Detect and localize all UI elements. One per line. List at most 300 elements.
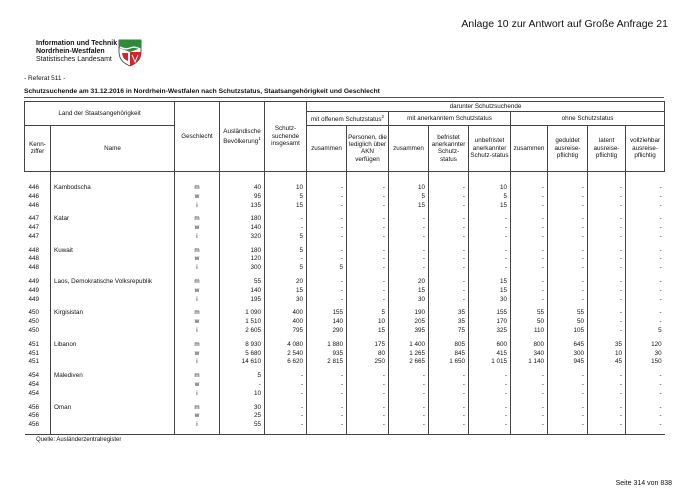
value-cell: -: [265, 255, 307, 264]
value-cell: -: [626, 296, 665, 305]
col-personen-akn: Personen, die lediglich über AKN verfügen: [347, 125, 389, 171]
value-cell: -: [389, 372, 429, 381]
value-cell: -: [265, 404, 307, 413]
value-cell: -: [511, 202, 548, 211]
country-name-cell: Katar: [51, 215, 175, 224]
value-cell: -: [588, 372, 626, 381]
value-cell: 400: [265, 318, 307, 327]
end-cell: [25, 430, 51, 435]
value-cell: 30: [626, 350, 665, 359]
value-cell: 5 680: [220, 350, 265, 359]
value-cell: 10: [389, 184, 429, 193]
country-name-cell: [51, 412, 175, 421]
kennziffer-cell: 451: [28, 340, 40, 348]
value-cell: -: [220, 381, 265, 390]
value-cell: 120: [626, 341, 665, 350]
value-cell: -: [511, 224, 548, 233]
value-cell: -: [347, 233, 389, 242]
country-name-cell: [51, 193, 175, 202]
page-number: Seite 314 von 838: [615, 480, 672, 487]
end-cell: [307, 430, 347, 435]
value-cell: 135: [220, 202, 265, 211]
spacer-cell: [265, 171, 307, 184]
value-cell: 300: [548, 350, 588, 359]
spacer-cell: [429, 171, 469, 184]
value-cell: -: [307, 390, 347, 399]
value-cell: -: [626, 318, 665, 327]
value-cell: 15: [347, 327, 389, 336]
value-cell: -: [307, 184, 347, 193]
value-cell: 175: [347, 341, 389, 350]
value-cell: -: [265, 224, 307, 233]
country-name-cell: [51, 421, 175, 430]
col-geduldet: geduldet ausreise-pflichtig: [548, 125, 588, 171]
value-cell: -: [429, 255, 469, 264]
country-name-cell: [51, 264, 175, 273]
value-cell: 35: [429, 318, 469, 327]
value-cell: 800: [511, 341, 548, 350]
value-cell: 300: [220, 264, 265, 273]
spacer-cell: [548, 171, 588, 184]
value-cell: -: [429, 233, 469, 242]
kennziffer-cell: 447: [28, 224, 40, 232]
value-cell: -: [588, 202, 626, 211]
value-cell: -: [511, 296, 548, 305]
sex-cell: m: [175, 278, 220, 287]
kennziffer-cell: 446: [28, 192, 40, 200]
value-cell: 340: [511, 350, 548, 359]
col-anerkannt-zusammen: zusammen: [389, 125, 429, 171]
value-cell: -: [389, 404, 429, 413]
value-cell: 190: [389, 309, 429, 318]
end-cell: [347, 430, 389, 435]
value-cell: 20: [265, 278, 307, 287]
value-cell: -: [511, 233, 548, 242]
value-cell: -: [588, 327, 626, 336]
value-cell: -: [389, 215, 429, 224]
kennziffer-cell: 454: [28, 389, 40, 397]
value-cell: 6 620: [265, 358, 307, 367]
value-cell: -: [429, 390, 469, 399]
value-cell: -: [626, 309, 665, 318]
col-name: Name: [51, 125, 175, 171]
value-cell: -: [347, 421, 389, 430]
value-cell: 25: [220, 412, 265, 421]
value-cell: -: [347, 264, 389, 273]
value-cell: -: [265, 421, 307, 430]
value-cell: -: [511, 278, 548, 287]
value-cell: -: [588, 404, 626, 413]
data-table: [24, 101, 665, 435]
value-cell: 2 605: [220, 327, 265, 336]
spacer-cell: [469, 171, 511, 184]
sex-cell: i: [175, 358, 220, 367]
value-cell: -: [588, 247, 626, 256]
col-darunter: darunter Schutzsuchende: [307, 102, 665, 112]
value-cell: -: [307, 215, 347, 224]
value-cell: -: [469, 255, 511, 264]
sex-cell: m: [175, 215, 220, 224]
title-rule: [24, 97, 664, 98]
value-cell: -: [626, 255, 665, 264]
spacer-cell: [220, 171, 265, 184]
value-cell: -: [511, 184, 548, 193]
kennziffer-cell: 450: [28, 309, 40, 317]
value-cell: -: [389, 255, 429, 264]
table-row: [25, 404, 665, 413]
value-cell: -: [626, 372, 665, 381]
value-cell: -: [429, 278, 469, 287]
value-cell: 30: [469, 296, 511, 305]
value-cell: -: [307, 255, 347, 264]
value-cell: 1 650: [429, 358, 469, 367]
table-row: [25, 215, 665, 224]
nrw-crest-logo: [117, 38, 143, 67]
country-name-cell: Kirgisistan: [51, 309, 175, 318]
value-cell: 400: [265, 309, 307, 318]
value-cell: -: [389, 233, 429, 242]
org-line-3: Statistisches Landesamt: [36, 56, 112, 64]
kennziffer-cell: 449: [28, 286, 40, 294]
value-cell: -: [548, 372, 588, 381]
value-cell: -: [389, 224, 429, 233]
sex-cell: i: [175, 296, 220, 305]
col-vollziehbar: vollziehbar ausreise-pflichtig: [626, 125, 665, 171]
value-cell: 5: [307, 264, 347, 273]
value-cell: -: [548, 247, 588, 256]
value-cell: -: [588, 296, 626, 305]
value-cell: -: [429, 224, 469, 233]
value-cell: -: [389, 381, 429, 390]
table-row: [25, 247, 665, 256]
sex-cell: w: [175, 255, 220, 264]
kennziffer-cell: 450: [28, 327, 40, 335]
value-cell: -: [511, 372, 548, 381]
value-cell: 5: [265, 247, 307, 256]
value-cell: 95: [220, 193, 265, 202]
value-cell: 55: [220, 278, 265, 287]
value-cell: 5: [265, 264, 307, 273]
table-title: Schutzsuchende am 31.12.2016 in Nordrhein-Westfalen nach Schutzstatus, Staatsangehörigkeit und Geschlecht: [24, 88, 380, 95]
col-befristet: befristet anerkannter Schutz-status: [429, 125, 469, 171]
value-cell: -: [469, 264, 511, 273]
value-cell: 5: [469, 193, 511, 202]
value-cell: 5: [265, 193, 307, 202]
kennziffer-cell: 449: [28, 295, 40, 303]
value-cell: -: [548, 224, 588, 233]
value-cell: -: [389, 390, 429, 399]
value-cell: 805: [429, 341, 469, 350]
sex-cell: m: [175, 184, 220, 193]
kennziffer-cell: 447: [28, 232, 40, 240]
value-cell: -: [548, 390, 588, 399]
value-cell: -: [307, 372, 347, 381]
spacer-cell: [511, 171, 548, 184]
value-cell: -: [626, 412, 665, 421]
table-row: [25, 350, 665, 359]
sex-cell: w: [175, 287, 220, 296]
kennziffer-cell: 456: [28, 421, 40, 429]
value-cell: -: [347, 412, 389, 421]
value-cell: -: [429, 193, 469, 202]
country-name-cell: [51, 318, 175, 327]
value-cell: 170: [469, 318, 511, 327]
value-cell: 75: [429, 327, 469, 336]
kennziffer-cell: 446: [28, 201, 40, 209]
value-cell: -: [265, 390, 307, 399]
value-cell: -: [429, 202, 469, 211]
value-cell: -: [626, 193, 665, 202]
col-offen: mit offenem Schutzstatus$^2$: [307, 112, 389, 126]
spacer-cell: [626, 171, 665, 184]
sex-cell: w: [175, 381, 220, 390]
value-cell: -: [265, 412, 307, 421]
value-cell: 140: [220, 287, 265, 296]
kennziffer-cell: 448: [28, 255, 40, 263]
col-ohne-zusammen: zusammen: [511, 125, 548, 171]
sex-cell: m: [175, 247, 220, 256]
table-row: [25, 381, 665, 390]
value-cell: -: [347, 202, 389, 211]
value-cell: -: [307, 202, 347, 211]
value-cell: -: [548, 381, 588, 390]
col-auslaendische: Ausländische Bevölkerung$^1$: [220, 102, 265, 172]
value-cell: -: [548, 233, 588, 242]
value-cell: -: [626, 202, 665, 211]
value-cell: 80: [347, 350, 389, 359]
kennziffer-cell: 450: [28, 318, 40, 326]
value-cell: 180: [220, 247, 265, 256]
value-cell: 1 140: [511, 358, 548, 367]
table-row: [25, 184, 665, 193]
value-cell: -: [548, 193, 588, 202]
value-cell: 2 665: [389, 358, 429, 367]
end-cell: [265, 430, 307, 435]
sex-cell: w: [175, 224, 220, 233]
col-offen-zusammen: zusammen: [307, 125, 347, 171]
sex-cell: i: [175, 421, 220, 430]
value-cell: 1 880: [307, 341, 347, 350]
country-name-cell: Oman: [51, 404, 175, 413]
value-cell: 155: [469, 309, 511, 318]
table-row: [25, 287, 665, 296]
org-name: [36, 40, 117, 65]
value-cell: -: [511, 193, 548, 202]
value-cell: -: [469, 247, 511, 256]
sex-cell: i: [175, 264, 220, 273]
sex-cell: i: [175, 233, 220, 242]
value-cell: 325: [469, 327, 511, 336]
value-cell: -: [347, 215, 389, 224]
value-cell: -: [588, 278, 626, 287]
table-row: [25, 358, 665, 367]
value-cell: -: [588, 184, 626, 193]
value-cell: -: [429, 296, 469, 305]
sex-cell: i: [175, 327, 220, 336]
value-cell: -: [347, 184, 389, 193]
value-cell: -: [626, 184, 665, 193]
col-land: Land der Staatsangehörigkeit: [25, 102, 175, 126]
col-geschlecht: Geschlecht: [175, 102, 220, 172]
value-cell: -: [469, 372, 511, 381]
value-cell: -: [548, 264, 588, 273]
value-cell: -: [347, 381, 389, 390]
value-cell: -: [429, 264, 469, 273]
value-cell: 15: [389, 287, 429, 296]
end-cell: [548, 430, 588, 435]
table-row: [25, 341, 665, 350]
col-unbefristet: unbefristet anerkannter Schutz-status: [469, 125, 511, 171]
value-cell: -: [307, 233, 347, 242]
value-cell: -: [307, 278, 347, 287]
value-cell: -: [347, 390, 389, 399]
end-cell: [175, 430, 220, 435]
value-cell: -: [588, 224, 626, 233]
country-name-cell: Malediven: [51, 372, 175, 381]
value-cell: 15: [265, 287, 307, 296]
value-cell: 14 610: [220, 358, 265, 367]
value-cell: 55: [511, 309, 548, 318]
value-cell: -: [389, 264, 429, 273]
value-cell: -: [469, 215, 511, 224]
table-row: [25, 224, 665, 233]
end-cell: [389, 430, 429, 435]
value-cell: -: [511, 421, 548, 430]
value-cell: -: [429, 381, 469, 390]
table-row: [25, 309, 665, 318]
value-cell: -: [307, 224, 347, 233]
referat-label: - Referat 511 -: [24, 75, 66, 82]
value-cell: 4 080: [265, 341, 307, 350]
value-cell: -: [429, 247, 469, 256]
value-cell: -: [429, 412, 469, 421]
country-name-cell: [51, 233, 175, 242]
spacer-cell: [347, 171, 389, 184]
end-cell: [469, 430, 511, 435]
kennziffer-cell: 456: [28, 412, 40, 420]
country-name-cell: [51, 287, 175, 296]
annex-label: Anlage 10 zur Antwort auf Große Anfrage 21: [461, 18, 668, 30]
end-cell: [429, 430, 469, 435]
value-cell: 1 265: [389, 350, 429, 359]
sex-cell: m: [175, 309, 220, 318]
value-cell: -: [588, 421, 626, 430]
value-cell: -: [347, 372, 389, 381]
value-cell: -: [626, 421, 665, 430]
value-cell: 15: [389, 202, 429, 211]
value-cell: 15: [265, 202, 307, 211]
country-name-cell: Kuwait: [51, 247, 175, 256]
value-cell: -: [265, 381, 307, 390]
value-cell: 5: [265, 233, 307, 242]
value-cell: 30: [265, 296, 307, 305]
table-row: [25, 193, 665, 202]
spacer-cell: [51, 171, 175, 184]
value-cell: 50: [548, 318, 588, 327]
sex-cell: w: [175, 412, 220, 421]
spacer-cell: [588, 171, 626, 184]
value-cell: -: [588, 233, 626, 242]
value-cell: 320: [220, 233, 265, 242]
kennziffer-cell: 447: [28, 215, 40, 223]
value-cell: 2 815: [307, 358, 347, 367]
value-cell: -: [511, 390, 548, 399]
value-cell: -: [347, 224, 389, 233]
value-cell: -: [548, 421, 588, 430]
value-cell: 5: [626, 327, 665, 336]
table-row: [25, 255, 665, 264]
sex-cell: m: [175, 404, 220, 413]
value-cell: 5: [389, 193, 429, 202]
sex-cell: m: [175, 341, 220, 350]
value-cell: 945: [548, 358, 588, 367]
table-row: [25, 278, 665, 287]
value-cell: -: [347, 255, 389, 264]
table-row: [25, 390, 665, 399]
value-cell: -: [429, 184, 469, 193]
value-cell: 55: [220, 421, 265, 430]
kennziffer-cell: 448: [28, 264, 40, 272]
value-cell: -: [511, 255, 548, 264]
org-line-2: Nordrhein-Westfalen: [36, 48, 105, 56]
value-cell: -: [347, 296, 389, 305]
value-cell: -: [588, 381, 626, 390]
value-cell: -: [307, 381, 347, 390]
value-cell: -: [511, 287, 548, 296]
value-cell: -: [626, 215, 665, 224]
value-cell: -: [626, 287, 665, 296]
value-cell: 55: [548, 309, 588, 318]
value-cell: 110: [511, 327, 548, 336]
value-cell: -: [626, 224, 665, 233]
value-cell: 600: [469, 341, 511, 350]
value-cell: 120: [220, 255, 265, 264]
table-row: [25, 296, 665, 305]
country-name-cell: [51, 296, 175, 305]
value-cell: -: [548, 287, 588, 296]
value-cell: -: [548, 296, 588, 305]
value-cell: -: [548, 202, 588, 211]
kennziffer-cell: 449: [28, 278, 40, 286]
value-cell: -: [588, 193, 626, 202]
value-cell: -: [389, 421, 429, 430]
value-cell: -: [588, 255, 626, 264]
value-cell: -: [469, 381, 511, 390]
value-cell: -: [307, 404, 347, 413]
country-name-cell: Libanon: [51, 341, 175, 350]
value-cell: -: [588, 215, 626, 224]
table-row: [25, 233, 665, 242]
value-cell: 8 930: [220, 341, 265, 350]
country-name-cell: [51, 224, 175, 233]
value-cell: 30: [220, 404, 265, 413]
value-cell: 50: [511, 318, 548, 327]
value-cell: 1 090: [220, 309, 265, 318]
value-cell: 40: [220, 184, 265, 193]
country-name-cell: [51, 327, 175, 336]
value-cell: -: [469, 404, 511, 413]
value-cell: 290: [307, 327, 347, 336]
value-cell: -: [307, 247, 347, 256]
sex-cell: w: [175, 350, 220, 359]
table-row: [25, 318, 665, 327]
table-row: [25, 412, 665, 421]
value-cell: 1 400: [389, 341, 429, 350]
country-name-cell: Laos, Demokratische Volksrepublik: [51, 278, 175, 287]
table-row: [25, 202, 665, 211]
value-cell: 140: [307, 318, 347, 327]
value-cell: -: [548, 412, 588, 421]
